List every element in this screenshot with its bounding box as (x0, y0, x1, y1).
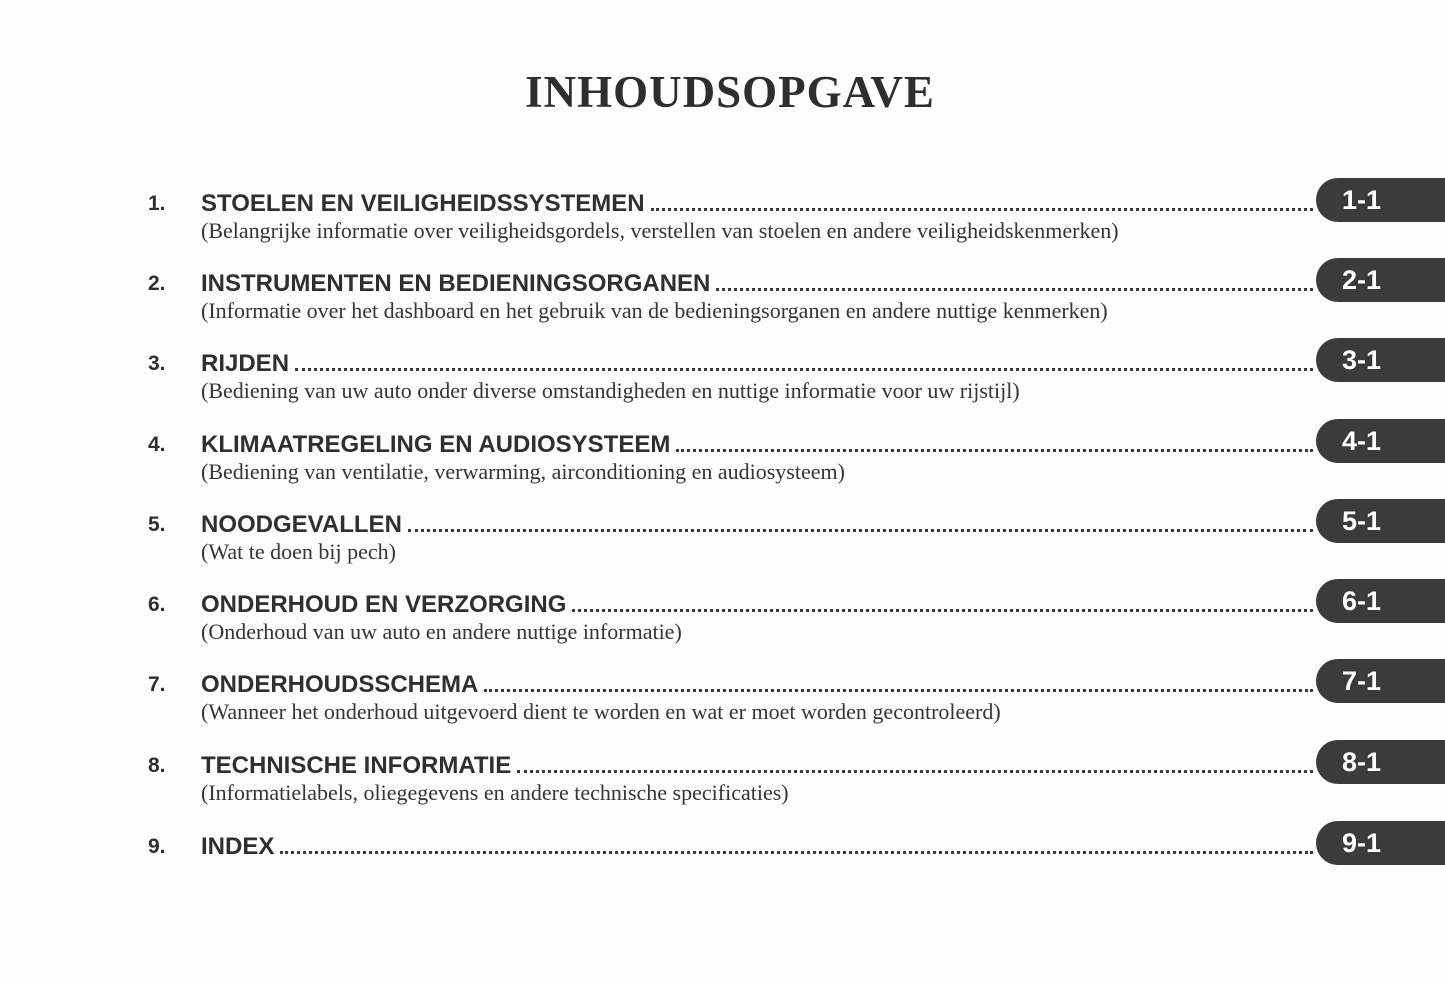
dot-leader (517, 766, 1313, 773)
entry-number: 9. (148, 835, 166, 858)
toc-entry-7[interactable] (0, 659, 1445, 729)
toc-entry-1[interactable] (0, 178, 1445, 248)
toc-entry-8[interactable] (0, 740, 1445, 810)
dot-leader (484, 685, 1313, 692)
entry-heading-line (201, 431, 1313, 459)
chapter-tab-6[interactable]: 6-1 (1316, 579, 1445, 623)
entry-heading[interactable]: INDEX (201, 833, 275, 860)
entry-heading[interactable]: STOELEN EN VEILIGHEIDSSYSTEMEN (201, 190, 645, 217)
toc-entry-5[interactable] (0, 499, 1445, 569)
chapter-tab-1[interactable]: 1-1 (1316, 178, 1445, 222)
chapter-tab-3[interactable]: 3-1 (1316, 338, 1445, 382)
chapter-tab-2[interactable]: 2-1 (1316, 258, 1445, 302)
dot-leader (295, 364, 1313, 371)
entry-number: 8. (148, 754, 166, 777)
entry-description: (Informatielabels, oliegegevens en andere technische specificaties) (201, 780, 789, 805)
entry-heading-line (201, 270, 1313, 298)
entry-heading[interactable]: INSTRUMENTEN EN BEDIENINGSORGANEN (201, 270, 711, 297)
entry-number: 1. (148, 192, 166, 215)
entry-heading[interactable]: TECHNISCHE INFORMATIE (201, 752, 512, 779)
entry-heading-line (201, 190, 1313, 218)
dot-leader (572, 605, 1313, 612)
entry-description: (Bediening van ventilatie, verwarming, airconditioning en audiosysteem) (201, 459, 845, 484)
page-title: INHOUDSOPGAVE (525, 67, 935, 117)
entry-number: 5. (148, 513, 166, 536)
entry-heading-line (201, 671, 1313, 699)
dot-leader (280, 847, 1313, 854)
chapter-tab-8[interactable]: 8-1 (1316, 740, 1445, 784)
entry-heading[interactable]: KLIMAATREGELING EN AUDIOSYSTEEM (201, 431, 671, 458)
entry-heading-line (201, 833, 1313, 861)
entry-heading-line (201, 350, 1313, 378)
entry-number: 7. (148, 673, 166, 696)
entry-number: 3. (148, 352, 166, 375)
entry-heading-line (201, 591, 1313, 619)
chapter-tab-9[interactable]: 9-1 (1316, 821, 1445, 865)
entry-heading[interactable]: ONDERHOUD EN VERZORGING (201, 591, 567, 618)
entry-heading-line (201, 752, 1313, 780)
entry-description: (Wanneer het onderhoud uitgevoerd dient te worden en wat er moet worden gecontroleerd) (201, 699, 1001, 724)
toc-entry-6[interactable] (0, 579, 1445, 649)
chapter-tab-5[interactable]: 5-1 (1316, 499, 1445, 543)
dot-leader (408, 525, 1313, 532)
entry-heading[interactable]: RIJDEN (201, 350, 290, 377)
dot-leader (716, 284, 1313, 291)
entry-heading[interactable]: NOODGEVALLEN (201, 511, 402, 538)
dot-leader (676, 445, 1313, 452)
toc-entry-3[interactable] (0, 338, 1445, 408)
entry-heading-line (201, 511, 1313, 539)
entry-number: 2. (148, 272, 166, 295)
entry-description: (Bediening van uw auto onder diverse omstandigheden en nuttige informatie voor uw rijstijl) (201, 378, 1020, 403)
toc-entry-2[interactable] (0, 258, 1445, 328)
chapter-tab-7[interactable]: 7-1 (1316, 659, 1445, 703)
dot-leader (651, 204, 1313, 211)
entry-description: (Informatie over het dashboard en het gebruik van de bedieningsorganen en andere nuttige kenmerken) (201, 298, 1108, 323)
entry-number: 6. (148, 593, 166, 616)
toc-entry-9[interactable] (0, 821, 1445, 891)
entry-description: (Onderhoud van uw auto en andere nuttige informatie) (201, 619, 682, 644)
entry-number: 4. (148, 433, 166, 456)
entry-description: (Wat te doen bij pech) (201, 539, 396, 564)
toc-entry-4[interactable] (0, 419, 1445, 489)
entry-heading[interactable]: ONDERHOUDSSCHEMA (201, 671, 479, 698)
chapter-tab-4[interactable]: 4-1 (1316, 419, 1445, 463)
entry-description: (Belangrijke informatie over veiligheidsgordels, verstellen van stoelen en andere veiligheidskenmerken) (201, 218, 1119, 243)
